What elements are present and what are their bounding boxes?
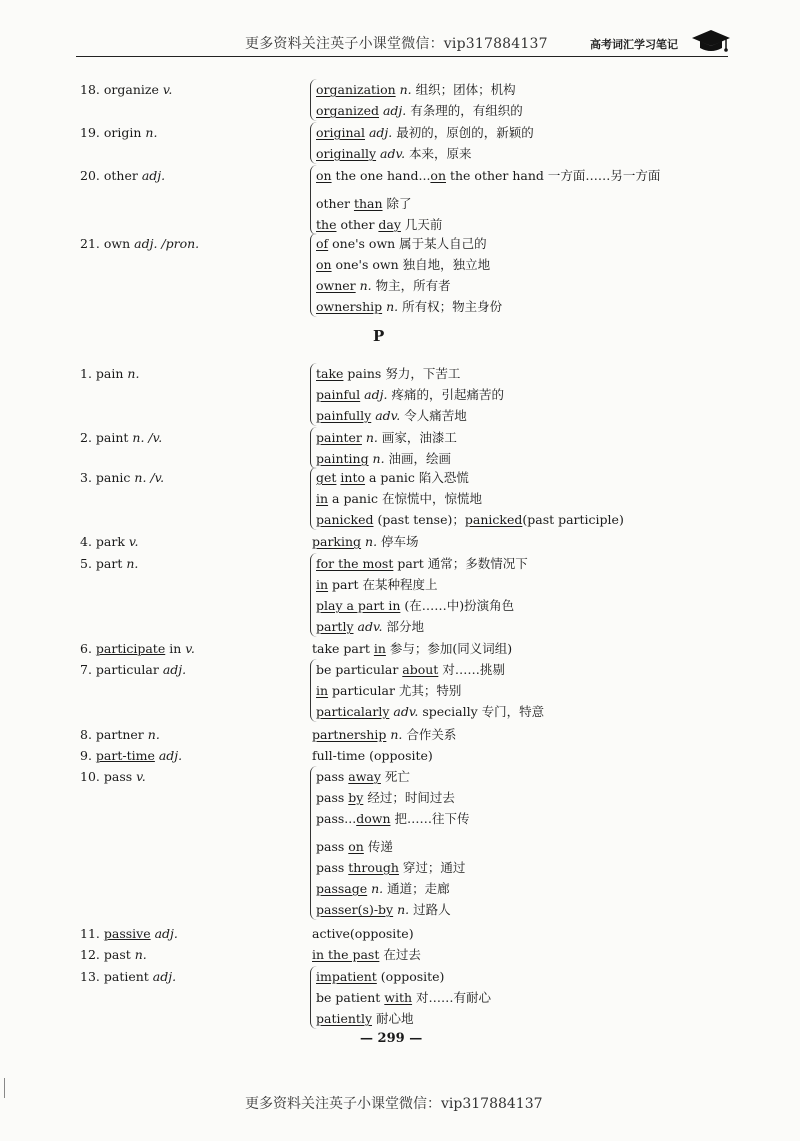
related-form-line	[316, 488, 624, 509]
headword	[80, 724, 160, 745]
underlined-word: on	[316, 168, 332, 183]
text-segment: be patient	[316, 990, 385, 1005]
headword	[80, 122, 157, 143]
text-segment: n.	[382, 299, 399, 314]
underlined-word: in	[316, 683, 329, 698]
related-form-line	[316, 165, 660, 186]
headword	[80, 79, 172, 100]
headword-text: own	[103, 236, 131, 251]
text-segment: (past participle)	[522, 512, 624, 527]
underlined-word: painting	[316, 451, 369, 466]
underlined-word: get	[316, 470, 337, 485]
headword-text: part	[95, 556, 123, 571]
text-segment: pass	[316, 839, 349, 854]
headword	[80, 467, 164, 488]
related-forms	[312, 745, 433, 766]
text-segment: 在过去	[379, 947, 421, 962]
related-forms	[310, 363, 504, 426]
text-segment: other	[316, 196, 354, 211]
text-segment: 对……挑剔	[438, 662, 505, 677]
underlined-word: day	[378, 217, 401, 232]
related-form-line	[316, 296, 502, 317]
underlined-word: by	[348, 790, 364, 805]
related-form-line	[312, 724, 456, 745]
text-segment: 所有权；物主身份	[398, 299, 503, 314]
text-segment: 组织；团体；机构	[411, 82, 516, 97]
related-forms	[312, 944, 421, 965]
text-segment: one's own 属于某人自己的	[328, 236, 487, 251]
related-form-line	[316, 448, 457, 469]
related-form-line	[312, 638, 512, 659]
part-of-speech: adj.	[154, 748, 183, 763]
related-form-line	[316, 966, 491, 987]
headword	[80, 165, 165, 186]
underlined-word: parking	[312, 534, 362, 549]
entry-number: 13.	[80, 969, 104, 984]
text-segment: 通道；走廊	[383, 881, 450, 896]
related-form-line	[316, 1008, 491, 1029]
related-form-line	[316, 878, 469, 899]
section-letter: P	[373, 327, 385, 345]
text-segment: 除了	[382, 196, 412, 211]
text-segment: n.	[361, 534, 378, 549]
text-segment: (past tense)；	[373, 512, 465, 527]
headword	[80, 745, 182, 766]
underlined-word: on	[430, 168, 446, 183]
part-of-speech: adj.	[150, 926, 178, 941]
underlined-word: in	[373, 641, 386, 656]
underlined-word: partnership	[312, 727, 387, 742]
part-of-speech: n.	[123, 366, 140, 381]
part-of-speech: adj.	[148, 969, 177, 984]
related-form-line	[316, 808, 469, 829]
related-forms	[310, 165, 660, 235]
part-of-speech: adj.	[158, 662, 187, 677]
text-segment: adv.	[371, 408, 401, 423]
entry-number: 9.	[80, 748, 96, 763]
related-form-line	[312, 944, 421, 965]
entry-number: 18.	[80, 82, 104, 97]
related-form-line	[316, 680, 544, 701]
text-segment: adj.	[360, 387, 388, 402]
text-segment: 对……有耐心	[412, 990, 492, 1005]
related-form-line	[316, 787, 469, 808]
related-form-line	[316, 574, 528, 595]
related-form-line	[316, 214, 660, 235]
related-form-line	[316, 595, 528, 616]
underlined-word: the	[316, 217, 337, 232]
text-segment: n.	[361, 430, 378, 445]
headword-text: part-time	[95, 748, 155, 763]
text-segment: 最初的，原创的，新颖的	[392, 125, 534, 140]
text-segment: n.	[368, 451, 385, 466]
related-form-line	[316, 857, 469, 878]
headword	[80, 944, 147, 965]
related-forms	[310, 966, 491, 1029]
related-forms	[312, 923, 414, 944]
underlined-word: play a part in	[316, 598, 401, 613]
underlined-word: on	[316, 257, 332, 272]
headword	[80, 233, 199, 254]
underlined-word: painfully	[316, 408, 372, 423]
related-forms	[310, 467, 624, 530]
headword-text: patient	[103, 969, 149, 984]
text-segment: 疼痛的，引起痛苦的	[387, 387, 504, 402]
entry-number: 19.	[80, 125, 104, 140]
text-segment: specially 专门，特意	[418, 704, 545, 719]
text-segment: n.	[386, 727, 403, 742]
related-form-line	[316, 553, 528, 574]
entry-number: 6.	[80, 641, 96, 656]
text-segment: part 通常；多数情况下	[393, 556, 528, 571]
entry-number: 1.	[80, 366, 96, 381]
text-segment: part 在某种程度上	[328, 577, 438, 592]
text-segment: pass	[316, 769, 349, 784]
text-segment: 部分地	[382, 619, 424, 634]
related-forms	[312, 638, 512, 659]
underlined-word: patiently	[316, 1011, 373, 1026]
headword	[80, 966, 176, 987]
underlined-word: painful	[316, 387, 361, 402]
related-form-line	[316, 275, 502, 296]
text-segment: one's own 独自地，独立地	[331, 257, 491, 272]
related-form-line	[316, 100, 523, 121]
underlined-word: down	[356, 811, 391, 826]
text-segment: 死亡	[380, 769, 410, 784]
text-segment: adv.	[389, 704, 419, 719]
entry-number: 10.	[80, 769, 104, 784]
part-of-speech: n.	[143, 727, 160, 742]
part-of-speech: n.	[130, 947, 147, 962]
text-segment: (opposite)	[376, 969, 445, 984]
part-of-speech: n.	[141, 125, 158, 140]
text-segment: other	[336, 217, 379, 232]
underlined-word: impatient	[316, 969, 377, 984]
underlined-word: than	[353, 196, 383, 211]
line-gap	[316, 186, 660, 193]
headword-text: other	[103, 168, 138, 183]
entry-number: 11.	[80, 926, 104, 941]
related-form-line	[316, 836, 469, 857]
headword-text: particular	[95, 662, 159, 677]
text-segment: 令人痛苦地	[400, 408, 467, 423]
part-of-speech: v.	[132, 769, 146, 784]
related-forms	[310, 659, 544, 722]
underlined-word: into	[340, 470, 366, 485]
related-form-line	[312, 923, 414, 944]
part-of-speech: v.	[181, 641, 195, 656]
headword-text: passive	[103, 926, 151, 941]
related-form-line	[316, 254, 502, 275]
related-form-line	[316, 405, 504, 426]
related-form-line	[316, 659, 544, 680]
headword-text: partner	[95, 727, 144, 742]
related-form-line	[316, 766, 469, 787]
underlined-word: in	[316, 491, 329, 506]
underlined-word: with	[384, 990, 413, 1005]
underlined-word: original	[316, 125, 365, 140]
related-form-line	[316, 509, 624, 530]
entry-number: 20.	[80, 168, 104, 183]
text-segment: adj.	[379, 103, 407, 118]
related-form-line	[316, 143, 534, 164]
related-form-line	[316, 701, 544, 722]
text-segment: adj.	[365, 125, 393, 140]
related-forms	[310, 122, 534, 164]
line-gap	[316, 829, 469, 836]
related-form-line	[316, 616, 528, 637]
related-form-line	[316, 384, 504, 405]
headword-text: origin	[103, 125, 142, 140]
part-of-speech: n. /v.	[128, 430, 163, 445]
text-segment: adv.	[353, 619, 383, 634]
text-segment: adv.	[376, 146, 406, 161]
underlined-word: in the past	[312, 947, 380, 962]
underlined-word: take	[316, 366, 344, 381]
text-segment: a panic 陷入恐慌	[365, 470, 469, 485]
entry-number: 2.	[80, 430, 96, 445]
text-segment: n.	[395, 82, 412, 97]
related-form-line	[316, 233, 502, 254]
related-forms	[310, 553, 528, 637]
header-watermark: 更多资料关注英子小课堂微信：vip317884137	[245, 36, 548, 52]
related-form-line	[316, 193, 660, 214]
text-segment: take part	[312, 641, 374, 656]
text-segment: the other hand 一方面……另一方面	[446, 168, 661, 183]
entry-number: 5.	[80, 556, 96, 571]
underlined-word: ownership	[316, 299, 383, 314]
part-of-speech: n. /v.	[130, 470, 165, 485]
headword	[80, 923, 178, 944]
underlined-word: through	[348, 860, 399, 875]
related-form-line	[316, 79, 523, 100]
headword	[80, 363, 139, 384]
underlined-word: originally	[316, 146, 377, 161]
text-segment: pass	[316, 790, 349, 805]
related-forms	[312, 531, 419, 552]
text-segment: n.	[367, 881, 384, 896]
related-forms	[312, 724, 456, 745]
text-segment: 本来，原来	[405, 146, 472, 161]
headword	[80, 531, 138, 552]
headword-text: panic	[95, 470, 131, 485]
text-segment: be particular	[316, 662, 403, 677]
related-form-line	[316, 427, 457, 448]
page-number: — 299 —	[360, 1031, 423, 1046]
underlined-word: away	[348, 769, 381, 784]
underlined-word: panicked	[316, 512, 374, 527]
related-form-line	[312, 745, 433, 766]
text-segment: pass...	[316, 811, 357, 826]
text-segment: a panic 在惊慌中，惊慌地	[328, 491, 482, 506]
headword	[80, 553, 138, 574]
footer-watermark: 更多资料关注英子小课堂微信：vip317884137	[245, 1096, 543, 1112]
text-segment: particular 尤其；特别	[328, 683, 462, 698]
headword	[80, 766, 146, 787]
text-segment: 参与；参加(同义词组)	[385, 641, 513, 656]
underlined-word: on	[348, 839, 364, 854]
text-segment: 物主，所有者	[371, 278, 451, 293]
related-form-line	[316, 899, 469, 920]
text-segment: pains 努力，下苦工	[343, 366, 461, 381]
text-segment: n.	[355, 278, 372, 293]
underlined-word: of	[316, 236, 329, 251]
headword-text: organize	[103, 82, 159, 97]
text-segment: 有条理的，有组织的	[406, 103, 523, 118]
text-segment: 合作关系	[402, 727, 457, 742]
underlined-word: organized	[316, 103, 379, 118]
book-title: 高考词汇学习笔记	[590, 38, 678, 51]
headword	[80, 427, 162, 448]
text-segment: 停车场	[377, 534, 419, 549]
underlined-word: organization	[316, 82, 396, 97]
text-segment: pass	[316, 860, 349, 875]
related-form-line	[316, 467, 624, 488]
text-segment: 油画，绘画	[384, 451, 452, 466]
text-segment: 过路人	[409, 902, 451, 917]
entry-number: 7.	[80, 662, 96, 677]
underlined-word: owner	[316, 278, 356, 293]
underlined-word: in	[316, 577, 329, 592]
part-of-speech: n.	[122, 556, 139, 571]
underlined-word: panicked	[464, 512, 523, 527]
related-forms	[310, 233, 502, 317]
text-segment: active(opposite)	[312, 926, 414, 941]
headword-text: park	[95, 534, 125, 549]
entry-number: 12.	[80, 947, 104, 962]
text-segment: 把……往下传	[390, 811, 470, 826]
headword-text: participate	[95, 641, 166, 656]
related-form-line	[316, 122, 534, 143]
text-segment: 传递	[363, 839, 393, 854]
part-of-speech: adj.	[137, 168, 166, 183]
underlined-word: passer(s)-by	[316, 902, 394, 917]
margin-mark	[4, 1078, 5, 1098]
part-of-speech: v.	[158, 82, 173, 97]
underlined-word: for the most	[316, 556, 394, 571]
headword-text: pain	[95, 366, 124, 381]
text-segment: 耐心地	[372, 1011, 414, 1026]
entry-number: 8.	[80, 727, 96, 742]
headword-text: past	[103, 947, 131, 962]
related-forms	[310, 427, 457, 469]
related-forms	[310, 79, 523, 121]
underlined-word: painter	[316, 430, 362, 445]
related-forms	[310, 766, 469, 920]
text-segment: (在……中)扮演角色	[400, 598, 515, 613]
entry-number: 4.	[80, 534, 96, 549]
headword	[80, 638, 195, 659]
text-segment: 几天前	[400, 217, 443, 232]
headword	[80, 659, 186, 680]
text-segment: full-time (opposite)	[312, 748, 433, 763]
headword-text: paint	[95, 430, 129, 445]
text-segment: 穿过；通过	[398, 860, 466, 875]
entry-number: 21.	[80, 236, 104, 251]
text-segment: 经过；时间过去	[363, 790, 455, 805]
related-form-line	[316, 363, 504, 384]
headword-text: pass	[103, 769, 133, 784]
underlined-word: about	[402, 662, 439, 677]
entry-number: 3.	[80, 470, 96, 485]
part-of-speech: adj. /pron.	[130, 236, 200, 251]
underlined-word: passage	[316, 881, 368, 896]
text-segment: 画家，油漆工	[377, 430, 457, 445]
underlined-word: partly	[316, 619, 354, 634]
text-segment: the one hand...	[331, 168, 431, 183]
related-form-line	[312, 531, 419, 552]
underlined-word: particalarly	[316, 704, 390, 719]
headword-tail: in	[165, 641, 182, 656]
text-segment: n.	[393, 902, 410, 917]
related-form-line	[316, 987, 491, 1008]
part-of-speech: v.	[124, 534, 139, 549]
